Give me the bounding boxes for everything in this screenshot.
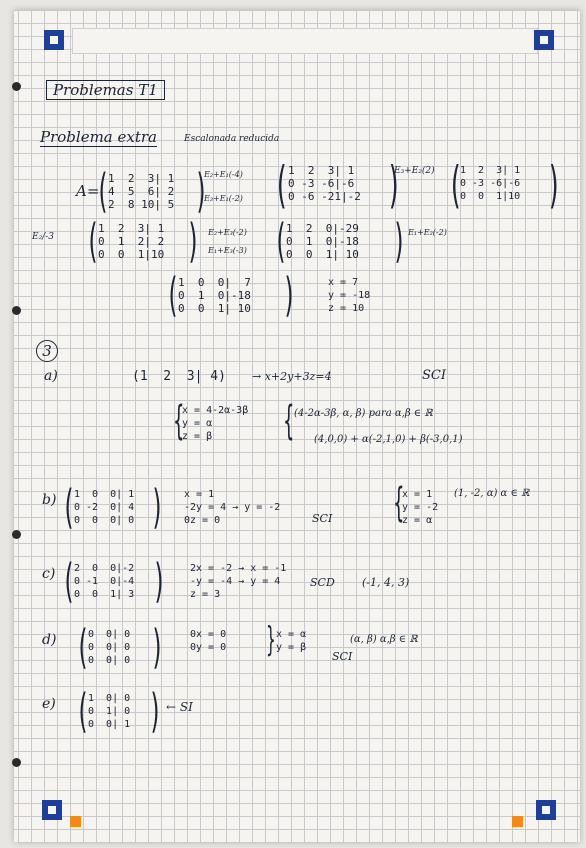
- part-a-system: x = 4-2α-3β y = α z = β: [182, 405, 249, 442]
- paren: (: [78, 620, 88, 674]
- brace: {: [392, 480, 405, 526]
- part-a-matrix: (1 2 3| 4): [132, 369, 226, 384]
- row-op: E₃+E₁(-2): [204, 194, 243, 203]
- orange-marker-left: [70, 816, 81, 827]
- row-op: E₁+E₂(-2): [408, 228, 447, 237]
- punch-hole: [12, 82, 21, 91]
- part-a-param2: (4,0,0) + α(-2,1,0) + β(-3,0,1): [314, 434, 463, 445]
- orange-marker-right: [512, 816, 523, 827]
- row-op: E₂+E₁(-4): [204, 170, 243, 179]
- brace: {: [282, 398, 295, 444]
- corner-mark-bottom-left: [42, 800, 62, 820]
- part-c-solution: (-1, 4, 3): [362, 576, 410, 589]
- paren: ): [188, 214, 198, 268]
- extra-solution: x = 7 y = -18 z = 10: [328, 277, 371, 314]
- brace: {: [172, 398, 185, 444]
- paren: ): [150, 684, 160, 738]
- notebook-page: [14, 10, 580, 842]
- part-e-label: e): [42, 696, 56, 712]
- matrix-6: 1 0 0| 7 0 1 0|-18 0 0 1| 10: [178, 276, 251, 315]
- part-e-class: ← SI: [166, 700, 193, 714]
- part-b-param: (1, -2, α) α ∈ ℝ: [454, 488, 530, 499]
- part-b-system: x = 1 y = -2 z = α: [402, 489, 439, 526]
- part-c-label: c): [42, 566, 56, 582]
- paren: ): [388, 156, 399, 214]
- paren: ): [548, 156, 559, 214]
- part-d-equations: 0x = 0 0y = 0: [190, 629, 227, 653]
- matrix-4: 1 2 3| 1 0 1 2| 2 0 0 1|10: [98, 222, 165, 261]
- brace: }: [265, 620, 276, 660]
- part-a-label: a): [44, 368, 58, 384]
- matrix-2: 1 2 3| 1 0 -3 -6|-6 0 -6 -21|-2: [288, 164, 361, 203]
- punch-hole: [12, 306, 21, 315]
- part-d-label: d): [42, 632, 57, 648]
- part-c-equations: 2x = -2 → x = -1 -y = -4 → y = 4 z = 3: [190, 563, 287, 600]
- part-c-matrix: 2 0 0|-2 0 -1 0|-4 0 0 1| 3: [74, 563, 135, 600]
- paren: (: [450, 156, 461, 214]
- row-op: E₃+E₂(2): [394, 166, 435, 176]
- row-op: E₂+E₃(-2): [208, 228, 247, 237]
- part-a-equation: → x+2y+3z=4: [252, 370, 332, 383]
- punch-hole: [12, 758, 21, 767]
- part-d-matrix: 0 0| 0 0 0| 0 0 0| 0: [88, 629, 131, 666]
- corner-mark-top-left: [44, 30, 64, 50]
- paren: (: [64, 554, 74, 608]
- paren: ): [284, 268, 294, 322]
- paren: ): [152, 620, 162, 674]
- matrix-A-label: A=: [76, 182, 100, 200]
- part-b-class: SCI: [312, 512, 333, 525]
- header-bar: [72, 28, 538, 54]
- paren: ): [152, 480, 162, 534]
- part-b-matrix: 1 0 0| 1 0 -2 0| 4 0 0 0| 0: [74, 489, 135, 526]
- part-b-label: b): [42, 492, 57, 508]
- paren: (: [88, 214, 98, 268]
- corner-mark-top-right: [534, 30, 554, 50]
- corner-mark-bottom-right: [536, 800, 556, 820]
- matrix-1: 1 2 3| 1 4 5 6| 2 2 8 10| 5: [108, 172, 175, 211]
- extra-subtitle: Escalonada reducida: [184, 134, 280, 144]
- part-c-class: SCD: [310, 576, 335, 589]
- page-title: Problemas T1: [46, 80, 165, 100]
- part-a-class: SCI: [422, 368, 446, 383]
- punch-hole: [12, 530, 21, 539]
- paren: ): [394, 214, 404, 268]
- paren: (: [78, 684, 88, 738]
- paren: ): [196, 164, 206, 218]
- part-d-param: (α, β) α,β ∈ ℝ: [350, 634, 418, 645]
- paren: (: [276, 156, 287, 214]
- problem-number: 3: [36, 340, 58, 362]
- row-op: E₂/-3: [32, 232, 54, 242]
- part-a-param1: (4-2α-3β, α, β) para α,β ∈ ℝ: [294, 408, 433, 419]
- paren: (: [276, 214, 286, 268]
- matrix-3: 1 2 3| 1 0 -3 -6|-6 0 0 1|10: [460, 165, 521, 202]
- paren: (: [168, 268, 178, 322]
- part-d-system: x = α y = β: [276, 629, 307, 653]
- paren: ): [154, 554, 164, 608]
- paren: (: [98, 164, 108, 218]
- part-b-equations: x = 1 -2y = 4 → y = -2 0z = 0: [184, 489, 281, 526]
- extra-heading: Problema extra: [40, 128, 157, 146]
- part-d-class: SCI: [332, 650, 353, 663]
- paren: (: [64, 480, 74, 534]
- row-op: E₁+E₃(-3): [208, 246, 247, 255]
- matrix-5: 1 2 0|-29 0 1 0|-18 0 0 1| 10: [286, 222, 359, 261]
- part-e-matrix: 1 0| 0 0 1| 0 0 0| 1: [88, 693, 131, 730]
